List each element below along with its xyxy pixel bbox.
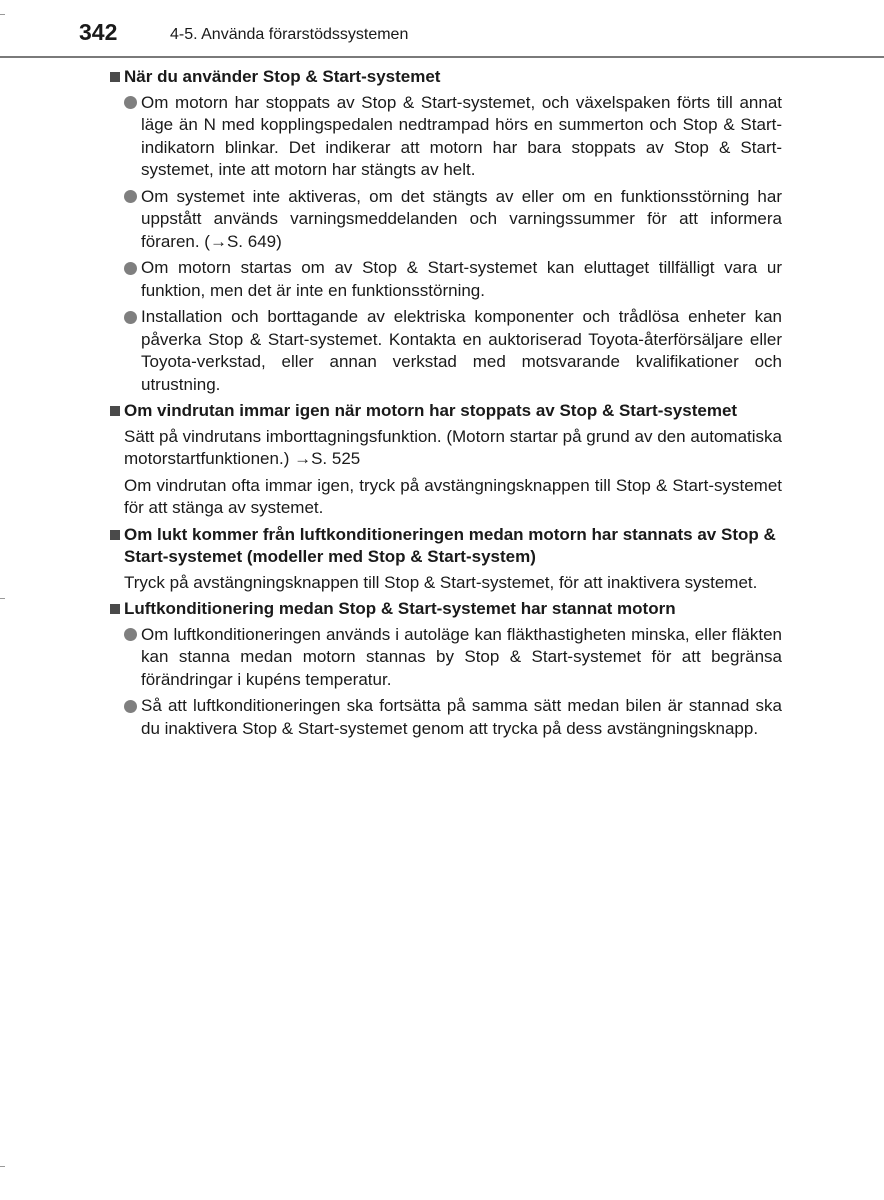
round-bullet-icon <box>124 700 137 713</box>
section-title: Luftkonditionering medan Stop & Start-systemet har stannat motorn <box>110 598 782 621</box>
page-header <box>0 0 884 60</box>
page-number: 342 <box>79 19 118 45</box>
round-bullet-icon <box>124 190 137 203</box>
round-bullet-icon <box>124 311 137 324</box>
list-item: Installation och borttagande av elektriska komponenter och trådlösa enheter kan påverka Stop & Start-systemet. Kontakta en auktoriserad Toyota-återförsäljare eller Toyota-verkstad, eller annan verkstad med motsvarande kvalifikationer och utrustning. <box>110 306 782 396</box>
paragraph: Sätt på vindrutans imborttagningsfunktion. (Motorn startar på grund av den automatiska motorstartfunktionen.) →S. 525 <box>124 426 782 468</box>
section-title: När du använder Stop & Start-systemet <box>110 66 782 89</box>
margin-tick <box>0 1166 5 1167</box>
square-bullet-icon <box>110 72 120 82</box>
square-bullet-icon <box>110 406 120 416</box>
header-rule <box>0 56 884 58</box>
list-item: Om luftkonditioneringen används i autoläge kan fläkthastigheten minska, eller fläkten kan stanna medan motorn stannas by Stop & Start-systemet för att begränsa förändringar i kupéns temperatur. <box>110 624 782 692</box>
round-bullet-icon <box>124 628 137 641</box>
list-item: Så att luftkonditioneringen ska fortsätta på samma sätt medan bilen är stannad ska du inaktivera Stop & Start-systemet genom att trycka på dess avstängningsknapp. <box>110 695 782 740</box>
square-bullet-icon <box>110 530 120 540</box>
list-item: Om motorn startas om av Stop & Start-systemet kan eluttaget tillfälligt vara ur funktion, men det är inte en funktionsstörning. <box>110 257 782 302</box>
round-bullet-icon <box>124 262 137 275</box>
section-title: Om lukt kommer från luftkonditioneringen medan motorn har stannats av Stop & Start-systemet (modeller med Stop & Start-system) <box>110 524 782 569</box>
paragraph: Om vindrutan ofta immar igen, tryck på avstängningsknappen till Stop & Start-systemet för att stänga av systemet. <box>124 475 782 517</box>
list-item: Om systemet inte aktiveras, om det stängts av eller om en funktionsstörning har uppstått används varningsmeddelanden och varningssummer för att informera föraren. (→S. 649) <box>110 186 782 254</box>
section-title: Om vindrutan immar igen när motorn har stoppats av Stop & Start-systemet <box>110 400 782 423</box>
list-item: Om motorn har stoppats av Stop & Start-systemet, och växelspaken förts till annat läge än N med kopplingspedalen nedtrampad hörs en summerton och Stop & Start-indikatorn blinkar. Det indikerar att motorn har bara stoppats av Stop & Start-systemet, inte att motorn har stängts av helt. <box>110 92 782 182</box>
margin-tick <box>0 598 5 599</box>
margin-tick <box>0 14 5 15</box>
chapter-title: 4-5. Använda förarstödssystemen <box>170 26 409 43</box>
paragraph: Tryck på avstängningsknappen till Stop & Start-systemet, för att inaktivera systemet. <box>124 572 758 592</box>
round-bullet-icon <box>124 96 137 109</box>
section-ac-odor <box>110 524 782 595</box>
section-stop-start-usage <box>110 66 782 396</box>
section-ac-stopped-engine <box>110 598 782 740</box>
section-windshield-fog <box>110 400 782 520</box>
document-body <box>110 66 782 744</box>
square-bullet-icon <box>110 604 120 614</box>
